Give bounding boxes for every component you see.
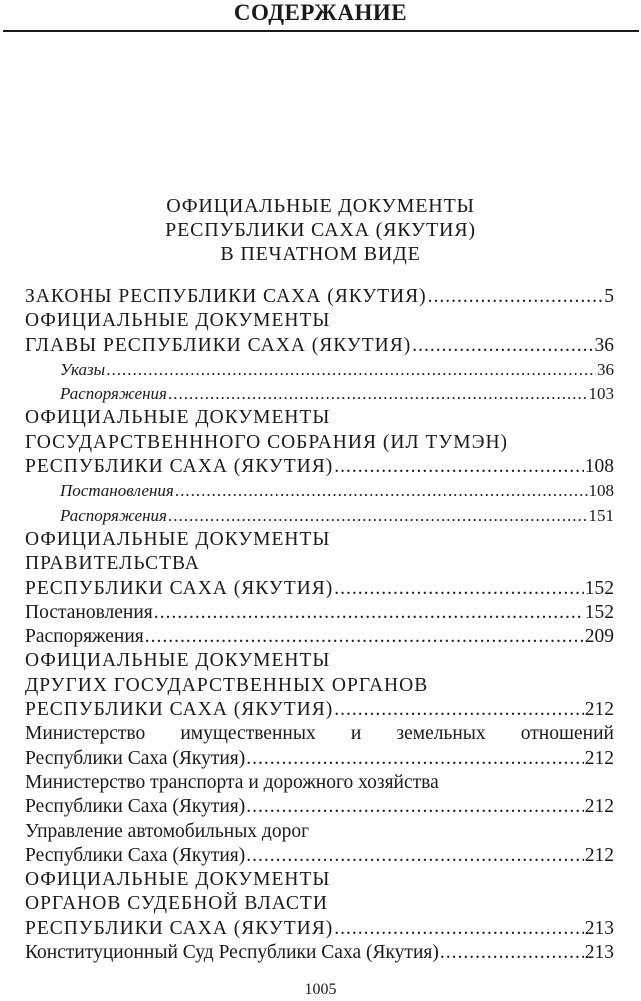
toc-leader-dots (412, 334, 593, 358)
toc-entry[interactable] (25, 455, 614, 479)
toc-leader-dots (334, 698, 584, 722)
toc-word: и (350, 723, 362, 745)
toc-leader-dots (145, 625, 584, 649)
toc-page-number: 213 (584, 917, 614, 939)
toc-leader-dots (168, 382, 588, 406)
toc-word: земельных (396, 723, 486, 745)
toc-heading (25, 674, 614, 698)
toc-word: отношений (520, 723, 614, 745)
toc-heading (25, 309, 614, 333)
toc-entry-title: ОФИЦИАЛЬНЫЕ ДОКУМЕНТЫ (25, 528, 331, 550)
toc-page-number: 213 (584, 942, 614, 964)
toc-page-number: 212 (584, 747, 614, 769)
toc-entry-title: Конституционный Суд Республики Саха (Якутия) (25, 942, 439, 964)
toc-leader-dots (428, 285, 604, 309)
toc-entry-title: ДРУГИХ ГОСУДАРСТВЕННЫХ ОРГАНОВ (25, 674, 429, 696)
toc-entry-title: РЕСПУБЛИКИ САХА (ЯКУТИЯ) (25, 456, 334, 478)
toc-entry-title: ОФИЦИАЛЬНЫЕ ДОКУМЕНТЫ (25, 869, 331, 891)
toc-entry-title: РЕСПУБЛИКИ САХА (ЯКУТИЯ) (25, 699, 334, 721)
toc-entry-title: РЕСПУБЛИКИ САХА (ЯКУТИЯ) (25, 577, 334, 599)
toc-entry-title: Республики Саха (Якутия) (25, 844, 246, 866)
toc-heading (25, 868, 614, 892)
toc-heading (25, 649, 614, 673)
toc-leader-dots (175, 479, 588, 503)
toc-entry-title: ОФИЦИАЛЬНЫЕ ДОКУМЕНТЫ (25, 407, 331, 429)
toc-page-number: 36 (594, 334, 614, 356)
toc-entry[interactable] (25, 625, 614, 649)
toc-entry-title: РЕСПУБЛИКИ САХА (ЯКУТИЯ) (25, 917, 334, 939)
toc-leader-dots (154, 601, 584, 625)
toc-entry-title: ГЛАВЫ РЕСПУБЛИКИ САХА (ЯКУТИЯ) (25, 334, 412, 356)
toc-entry-title: ГОСУДАРСТВЕНННОГО СОБРАНИЯ (ИЛ ТУМЭН) (25, 431, 509, 453)
toc-heading (25, 528, 614, 552)
toc-entry-title: ОФИЦИАЛЬНЫЕ ДОКУМЕНТЫ (25, 310, 331, 332)
toc-entry-title: Постановления (60, 481, 174, 501)
toc-leader-dots (246, 844, 583, 868)
toc-entry-title: ОРГАНОВ СУДЕБНОЙ ВЛАСТИ (25, 893, 328, 915)
toc-heading (25, 771, 614, 795)
toc-subentry[interactable] (25, 358, 614, 382)
toc-entry[interactable] (25, 917, 614, 941)
toc-page-number: 212 (584, 699, 614, 721)
toc-leader-dots (168, 504, 588, 528)
table-of-contents (25, 285, 614, 965)
toc-entry-title: Министерство транспорта и дорожного хозяйства (25, 771, 439, 793)
toc-page-number: 103 (588, 384, 614, 404)
toc-subentry[interactable] (25, 504, 614, 528)
toc-page-number: 212 (584, 844, 614, 866)
toc-entry-title: Распоряжения (60, 384, 167, 404)
toc-heading (25, 722, 614, 746)
toc-page-number: 152 (584, 601, 614, 623)
toc-subentry[interactable] (25, 382, 614, 406)
toc-entry-title: Распоряжения (60, 505, 167, 525)
toc-heading (25, 820, 614, 844)
toc-entry-title: Управление автомобильных дорог (25, 820, 310, 842)
toc-entry[interactable] (25, 285, 614, 309)
section-title (0, 194, 641, 266)
toc-word: Министерство (25, 723, 146, 745)
toc-page-number: 212 (584, 796, 614, 818)
toc-page-number: 151 (588, 505, 614, 525)
toc-leader-dots (246, 795, 583, 819)
toc-heading (25, 406, 614, 430)
toc-leader-dots (334, 577, 584, 601)
toc-page-number: 5 (604, 286, 614, 307)
toc-leader-dots (440, 941, 584, 965)
toc-entry-title: Республики Саха (Якутия) (25, 747, 246, 769)
toc-entry-title: Распоряжения (25, 626, 144, 648)
toc-word: имущественных (180, 723, 316, 745)
toc-entry-title: ПРАВИТЕЛЬСТВА (25, 553, 200, 575)
toc-page-number: 108 (584, 456, 614, 478)
toc-heading (25, 431, 614, 455)
toc-entry[interactable] (25, 844, 614, 868)
toc-subentry[interactable] (25, 479, 614, 503)
section-title-line: ОФИЦИАЛЬНЫЕ ДОКУМЕНТЫ (166, 195, 475, 217)
toc-entry[interactable] (25, 577, 614, 601)
toc-heading (25, 552, 614, 576)
section-title-line: В ПЕЧАТНОМ ВИДЕ (220, 243, 421, 265)
toc-entry[interactable] (25, 334, 614, 358)
toc-entry[interactable] (25, 795, 614, 819)
toc-leader-dots (334, 455, 584, 479)
toc-entry[interactable] (25, 698, 614, 722)
toc-entry[interactable] (25, 747, 614, 771)
toc-leader-dots (334, 917, 584, 941)
toc-page-number: 152 (584, 577, 614, 599)
toc-entry[interactable] (25, 941, 614, 965)
header-rule (3, 30, 639, 32)
toc-page-number: 36 (597, 359, 614, 379)
toc-entry[interactable] (25, 601, 614, 625)
toc-page-number: 209 (584, 626, 614, 648)
page-header-title: СОДЕРЖАНИЕ (233, 0, 408, 25)
toc-leader-dots (246, 747, 583, 771)
toc-entry-title: ОФИЦИАЛЬНЫЕ ДОКУМЕНТЫ (25, 650, 331, 672)
toc-entry-title: Постановления (25, 601, 153, 623)
toc-entry-title: ЗАКОНЫ РЕСПУБЛИКИ САХА (ЯКУТИЯ) (25, 286, 427, 307)
section-title-line: РЕСПУБЛИКИ САХА (ЯКУТИЯ) (165, 219, 476, 241)
toc-leader-dots (106, 358, 596, 382)
page-number: 1005 (304, 981, 337, 998)
toc-page-number: 108 (588, 481, 614, 501)
toc-entry-title: Указы (60, 359, 106, 379)
toc-entry-title: Республики Саха (Якутия) (25, 796, 246, 818)
toc-heading (25, 892, 614, 916)
